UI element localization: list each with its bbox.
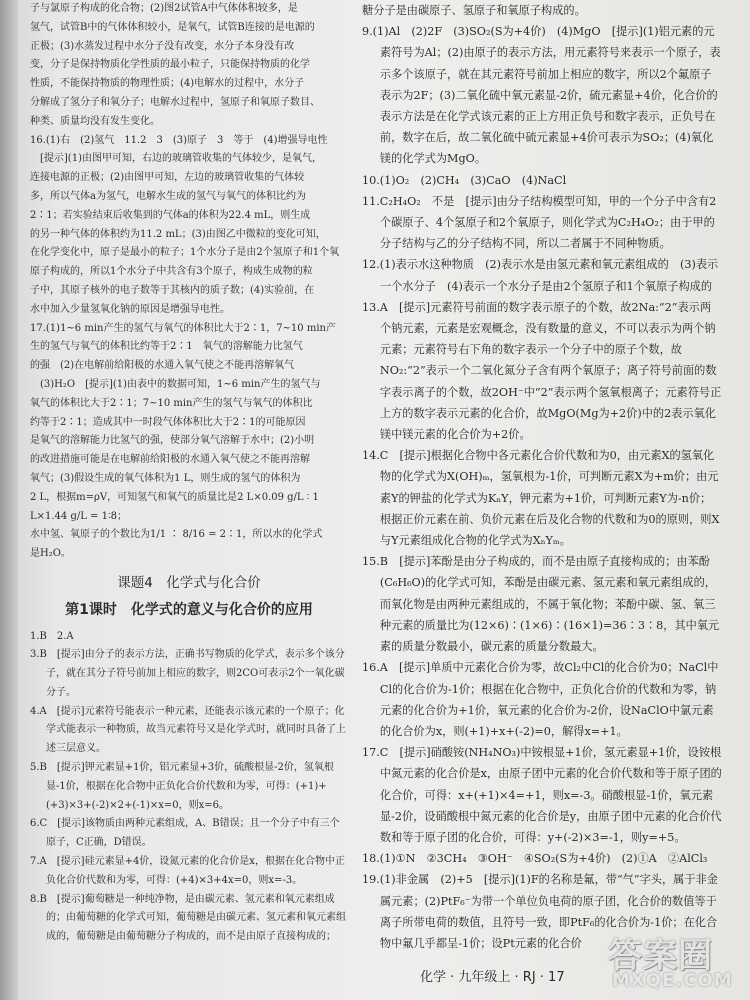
text-line: 子中，其原子核外的电子数等于其核内的质子数；(4)实验前，在 — [30, 284, 315, 296]
lesson-title: 第1课时 化学式的意义与化合价的应用 — [65, 601, 313, 618]
text-line: 约等于2∶1；造成其中一时段气体体积比大于2∶1的可能原因 — [30, 416, 306, 428]
text-line: 氢气，试管B中的气体体积较小，是氧气，试管B连接的是电源的 — [30, 21, 315, 33]
text-line: 多，所以气体a为氢气，电解水生成的氢气与氧气的体积比约为 — [30, 190, 306, 202]
text-line: (3)H₂O [提示](1)由表中的数据可知，1~6 min产生的氢气与 — [30, 378, 321, 390]
text-line: 16.A [提示]单质中元素化合价为零，故Cl₂中Cl的化合价为0；NaCl中Cl的化合价为-1价；根据在化合物中，正负化合价的代数和为零，钠元素的化合价为+1价，氧元素的化合价为-2价，设NaClO中氯元素的化合价为x，则(+1)+x+(-2)=0，解得x=+1。 — [362, 661, 719, 738]
text-line: 18.(1)①N ②3CH₄ ③OH⁻ ④SO₂(S为+4价) (2)①A ②AlCl₃ — [362, 852, 708, 866]
left-body-text — [30, 0, 348, 564]
text-line: 11.C₂H₄O₂ 不是 [提示]由分子结构模型可知，甲的一个分子中含有2个碳原子、4个氢原子和2个氧原子，则化学式为C₂H₄O₂；由于甲的分子结构与乙的分子结构不同，所以二者属于不同种物质。 — [362, 194, 717, 251]
text-line: 种类、质量均没有发生变化。 — [30, 115, 160, 127]
text-line: 的改进措施可能是在电解前给阳极的水通入氧气使之不能再溶解 — [30, 454, 310, 466]
text-line: [提示](1)由图甲可知，右边的玻璃管收集的气体较少，是氧气， — [30, 153, 322, 165]
text-line: 生的氢气与氧气的体积比约等于2∶1 氧气的溶解能力比氢气 — [30, 341, 303, 353]
text-line: 2∶1；若实验结束后收集到的气体a的体积为22.4 mL，则生成 — [30, 209, 311, 221]
text-line: 的强 (2)在电解前给阳极的水通入氧气使之不能再溶解氧气 — [30, 360, 295, 372]
section-title: 课题4 化学式与化合价 — [117, 574, 261, 591]
text-line: 4.A [提示]元素符号能表示一种元素，还能表示该元素的一个原子；化学式能表示一种物质，故当元素符号又是化学式时，就同时具备了上述三层意义。 — [30, 705, 346, 755]
text-line: 14.C [提示]根据化合物中各元素化合价代数和为0，由元素X的氢氧化物的化学式为X(OH)ₘ，氢氧根为-1价，可判断元素X为+m价；由元素Y的钾盐的化学式为KₙY，钾元素为+1价，可判断元素Y为-n价；根据正价元素在前、负价元素在后及化合物的代数和为0的原则，则X与Y元素组成化合物的化学式为XₙYₘ。 — [362, 449, 720, 548]
text-line: 是H₂O。 — [30, 548, 71, 560]
text-line: 5.B [提示]钾元素显+1价，铝元素显+3价，硫酸根显-2价，氢氧根显-1价，根据在化合物中正负化合价代数和为零，可得：(+1)+(+3)×3+(-2)×2+(-1)×x=0，则x=6。 — [30, 762, 334, 811]
text-line: 8.B [提示]葡萄糖是一种纯净物，是由碳元素、氢元素和氧元素组成的；由葡萄糖的化学式可知，葡萄糖是由碳元素、氢元素和氧元素组成的，葡萄糖是由葡萄糖分子构成的，而不是由原子直接构成的； — [30, 893, 346, 943]
text-line: 6.C [提示]该物质由两种元素组成，A、B错误；且一个分子中有三个原子，C正确，D错误。 — [30, 818, 340, 849]
text-line: 原子构成的，所以1个水分子中共含有3个原子，构成生成物的粒 — [30, 266, 313, 278]
text-line: 变，分子是保持物质化学性质的最小粒子，只能保持物质的化学 — [30, 59, 310, 71]
text-line: 在化学变化中，原子是最小的粒子；1个水分子是由2个氢原子和1个氧 — [30, 247, 340, 259]
text-line: 是氧气的溶解能力比氢气的强，使部分氧气溶解于水中；(2)小明 — [30, 435, 315, 447]
text-line: 12.(1)表示水这种物质 (2)表示水是由氢元素和氧元素组成的 (3)表示一个水分子 (4)表示一个水分子是由2个氢原子和1个氧原子构成的 — [362, 258, 719, 293]
left-column — [30, 0, 348, 947]
watermark-text: 答案圈 — [608, 936, 713, 976]
text-line: 连接电源的正极；(2)由图甲可知，左边的玻璃管收集的气体较 — [30, 172, 305, 184]
text-line: 糖分子是由碳原子、氢原子和氧原子构成的。 — [362, 4, 586, 17]
text-line: 16.(1)右 (2)氢气 11.2 3 (3)原子 3 等于 (4)增强导电性 — [30, 134, 328, 146]
text-line: 性质，不能保持物质的物理性质；(4)电解水的过程中，水分子 — [30, 78, 305, 90]
text-line: 17.C [提示]硝酸铵(NH₄NO₃)中铵根显+1价，氢元素显+1价，设铵根中氮元素的化合价是x，由原子团中元素的化合价代数和等于原子团的化合价，可得：x+(+1)×4=+1，则x=-3。硝酸根显-1价，氧元素显-2价，设硝酸根中氮元素的化合价是y，由原子团中元素的化合价代数和等于原子团的化合价，可得：y+(-2)×3=-1，则y=+5。 — [362, 746, 722, 844]
text-line: 19.(1)非金属 (2)+5 [提示](1)F的名称是氟，带“气”字头，属于非金属元素；(2)PtF₆⁻为带一个单位负电荷的原子团，化合价的数值等于离子所带电荷的数值，且符号一致，即PtF₆的化合价为-1价；在化合物中氟几乎都呈-1价；设Pt元素的化合价 — [362, 873, 718, 950]
text-line: 13.A [提示]元素符号前面的数字表示原子的个数，故2Na:“2”表示两个钠元素，元素是宏观概念，没有数量的意义，不可以表示为两个钠元素；元素符号右下角的数字表示一个分子中的原子个数，故NO₂:“2”表示一个二氧化氮分子含有两个氧原子；离子符号前面的数字表示离子的个数，故2OH⁻中“2”表示两个氢氧根离子；元素符号正上方的数字表示元素的化合价，故MgO(Mg为+2价)中的2表示氧化镁中镁元素的化合价为+2价。 — [362, 300, 722, 442]
text-line: 正极；(3)水蒸发过程中水分子没有改变，水分子本身没有改 — [30, 40, 295, 52]
watermark-url: MXQE.COM — [612, 970, 733, 991]
text-line: 10.(1)O₂ (2)CH₄ (3)CaO (4)NaCl — [362, 173, 567, 187]
text-line: 1.B 2.A — [30, 630, 74, 642]
text-line: 2 L，根据m=ρV，可知氢气和氧气的质量比是2 L×0.09 g/L ∶ 1 L×1.44 g/L = 1∶8； — [30, 491, 319, 522]
text-line: 的另一种气体的体积约为11.2 mL；(3)由图乙中微粒的变化可知， — [30, 228, 326, 240]
right-body-text — [362, 0, 722, 954]
text-line: 氧气；(3)假设生成的氧气体积为1 L，则生成的氢气的体积为 — [30, 472, 301, 484]
text-line: 7.A [提示]硅元素显+4价，设氮元素的化合价是x，根据在化合物中正负化合价代数和为零，可得：(+4)×3+4x=0，则x=-3。 — [30, 856, 345, 886]
watermark-logo — [608, 928, 738, 994]
book-spine-shadow — [0, 0, 18, 1000]
answer-list — [30, 628, 348, 948]
text-line: 氧气的体积比大于2∶1；7~10 min产生的氢气与氧气的体积比 — [30, 397, 313, 409]
text-line: 水中加入少量氢氧化钠的原因是增强导电性。 — [30, 303, 230, 315]
right-column — [362, 0, 722, 954]
text-line: 子与氯原子构成的化合物；(2)图2试管A中气体体积较多，是 — [30, 3, 298, 14]
text-line: 15.B [提示]苯酚是由分子构成的，而不是由原子直接构成的；由苯酚(C₆H₆O)的化学式可知，苯酚是由碳元素、氢元素和氧元素组成的，而氧化物是由两种元素组成的，不属于氧化物；苯酚中碳、氢、氧三种元素的质量比为(12×6)∶(1×6)∶(16×1)=36∶3∶8，其中氧元素的质量分数最小，碳元素的质量分数最大。 — [362, 555, 720, 654]
text-line: 分解成了氢分子和氧分子；电解水过程中，氢原子和氧原子数目、 — [30, 96, 320, 108]
text-line: 17.(1)1~6 min产生的氢气与氧气的体积比大于2∶1，7~10 min产 — [30, 322, 336, 334]
page-footer: 化学 · 九年级上 · RJ · 17 — [420, 970, 565, 985]
text-line: 3.B [提示]由分子的表示方法，正确书写物质的化学式，表示多个该分子，就在其分子符号前加上相应的数字，则2CO可表示2个一氧化碳分子。 — [30, 649, 345, 698]
text-line: 水中氢、氧原子的个数比为1/1 ∶ 8/16 = 2∶1，所以水的化学式 — [30, 529, 323, 541]
text-line: 9.(1)Al (2)2F (3)SO₂(S为+4价) (4)MgO [提示](1)铝元素的元素符号为Al；(2)由原子的表示方法，用元素符号来表示一个原子，表示多个该原子，就在其元素符号前加上相应的数字，所以2个氟原子表示为2F；(3)二氧化硫中氧元素显-2价，硫元素显+4价，化合价的表示方法是在化学式该元素的正上方用正负号和数字表示，正负号在前，数字在后，故二氧化硫中硫元素显+4价可表示为SO₂；(4)氧化镁的化学式为MgO。 — [362, 25, 721, 166]
